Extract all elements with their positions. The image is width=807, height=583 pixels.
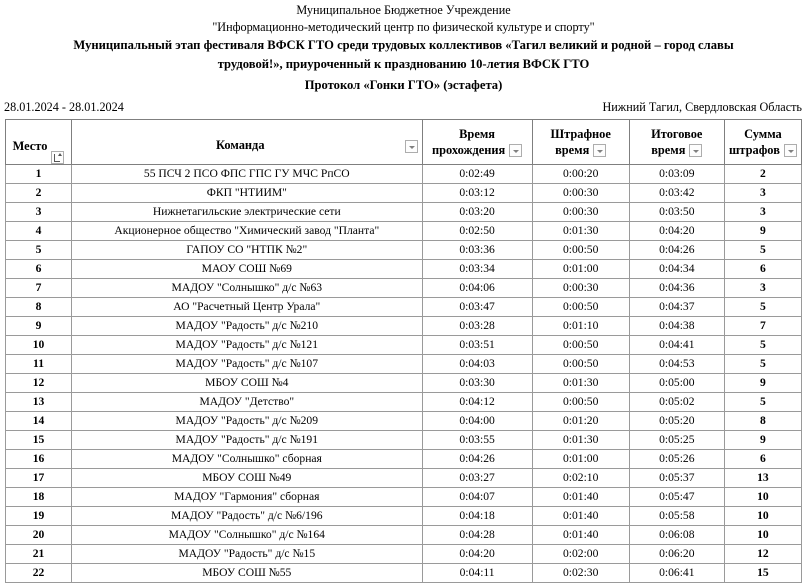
cell-team: МАДОУ "Радость" д/с №6/196: [72, 507, 422, 526]
table-row: [6, 450, 802, 469]
cell-time: 0:04:20: [422, 545, 532, 564]
cell-penalty: 0:00:20: [532, 165, 629, 184]
cell-penalty: 0:00:50: [532, 241, 629, 260]
cell-total: 0:05:47: [629, 488, 724, 507]
cell-place: 14: [6, 412, 72, 431]
cell-penalty: 0:02:10: [532, 469, 629, 488]
meta-row: [0, 95, 807, 119]
table-row: [6, 260, 802, 279]
cell-team: МАДОУ "Солнышко" сборная: [72, 450, 422, 469]
cell-time: 0:04:00: [422, 412, 532, 431]
cell-penalty: 0:00:50: [532, 393, 629, 412]
table-row: [6, 469, 802, 488]
table-row: [6, 545, 802, 564]
cell-team: МБОУ СОШ №49: [72, 469, 422, 488]
cell-time: 0:04:11: [422, 564, 532, 583]
cell-place: 20: [6, 526, 72, 545]
cell-time: 0:04:28: [422, 526, 532, 545]
cell-team: МБОУ СОШ №55: [72, 564, 422, 583]
column-header-team-label: Команда: [216, 138, 265, 152]
cell-sum: 3: [724, 203, 801, 222]
table-row: [6, 279, 802, 298]
column-header-place[interactable]: [6, 120, 72, 165]
cell-total: 0:04:38: [629, 317, 724, 336]
cell-place: 3: [6, 203, 72, 222]
cell-place: 1: [6, 165, 72, 184]
cell-place: 15: [6, 431, 72, 450]
cell-total: 0:04:53: [629, 355, 724, 374]
column-header-sum-line1: Сумма: [744, 127, 782, 141]
table-row: [6, 336, 802, 355]
cell-penalty: 0:01:00: [532, 450, 629, 469]
table-row: [6, 507, 802, 526]
cell-penalty: 0:00:50: [532, 355, 629, 374]
cell-time: 0:03:30: [422, 374, 532, 393]
cell-team: МАДОУ "Радость" д/с №191: [72, 431, 422, 450]
column-header-team[interactable]: [72, 120, 422, 165]
cell-total: 0:06:41: [629, 564, 724, 583]
cell-place: 2: [6, 184, 72, 203]
cell-total: 0:03:42: [629, 184, 724, 203]
cell-penalty: 0:00:50: [532, 298, 629, 317]
cell-team: Акционерное общество "Химический завод "Планта": [72, 222, 422, 241]
table-row: [6, 488, 802, 507]
date-range: 28.01.2024 - 28.01.2024: [4, 100, 124, 114]
event-title-line-1: Муниципальный этап фестиваля ВФСК ГТО среди трудовых коллективов «Тагил великий и родной – город славы: [73, 38, 734, 52]
table-row: [6, 564, 802, 583]
cell-sum: 5: [724, 393, 801, 412]
cell-time: 0:03:20: [422, 203, 532, 222]
cell-time: 0:04:07: [422, 488, 532, 507]
cell-place: 8: [6, 298, 72, 317]
cell-team: МАДОУ "Радость" д/с №15: [72, 545, 422, 564]
results-table-wrapper: [0, 119, 807, 583]
cell-sum: 5: [724, 355, 801, 374]
cell-total: 0:05:37: [629, 469, 724, 488]
cell-penalty: 0:01:20: [532, 412, 629, 431]
filter-dropdown-icon-penalty[interactable]: [593, 144, 606, 157]
cell-total: 0:06:20: [629, 545, 724, 564]
cell-team: ГАПОУ СО "НТПК №2": [72, 241, 422, 260]
cell-sum: 3: [724, 184, 801, 203]
sort-ascending-filter-icon[interactable]: [51, 151, 64, 164]
cell-penalty: 0:02:00: [532, 545, 629, 564]
filter-dropdown-icon-total[interactable]: [689, 144, 702, 157]
table-row: [6, 526, 802, 545]
cell-place: 13: [6, 393, 72, 412]
cell-penalty: 0:01:30: [532, 374, 629, 393]
cell-penalty: 0:02:30: [532, 564, 629, 583]
column-header-time-line2: прохождения: [431, 143, 506, 157]
cell-total: 0:04:41: [629, 336, 724, 355]
cell-time: 0:04:12: [422, 393, 532, 412]
table-body: [6, 165, 802, 583]
cell-team: МАДОУ "Радость" д/с №121: [72, 336, 422, 355]
cell-sum: 3: [724, 279, 801, 298]
table-header: [6, 120, 802, 165]
cell-sum: 5: [724, 336, 801, 355]
table-row: [6, 412, 802, 431]
table-row: [6, 431, 802, 450]
cell-team: 55 ПСЧ 2 ПСО ФПС ГПС ГУ МЧС РпСО: [72, 165, 422, 184]
cell-total: 0:05:25: [629, 431, 724, 450]
cell-penalty: 0:01:40: [532, 526, 629, 545]
table-row: [6, 184, 802, 203]
cell-total: 0:04:34: [629, 260, 724, 279]
column-header-time-line1: Время: [459, 127, 495, 141]
cell-sum: 10: [724, 507, 801, 526]
cell-total: 0:04:20: [629, 222, 724, 241]
location: Нижний Тагил, Свердловская Область: [602, 100, 802, 114]
table-row: [6, 317, 802, 336]
organization-line-2: "Информационно-методический центр по физической культуре и спорту": [212, 20, 595, 34]
cell-place: 17: [6, 469, 72, 488]
column-header-penalty[interactable]: [532, 120, 629, 165]
cell-sum: 13: [724, 469, 801, 488]
cell-sum: 8: [724, 412, 801, 431]
table-row: [6, 374, 802, 393]
table-row: [6, 203, 802, 222]
cell-place: 9: [6, 317, 72, 336]
cell-place: 4: [6, 222, 72, 241]
cell-place: 19: [6, 507, 72, 526]
cell-time: 0:04:18: [422, 507, 532, 526]
table-row: [6, 393, 802, 412]
cell-place: 22: [6, 564, 72, 583]
cell-penalty: 0:01:30: [532, 222, 629, 241]
cell-place: 11: [6, 355, 72, 374]
cell-time: 0:03:36: [422, 241, 532, 260]
cell-team: МАДОУ "Радость" д/с №210: [72, 317, 422, 336]
table-row: [6, 222, 802, 241]
event-title-line-2: трудовой!», приуроченный к празднованию 10-летия ВФСК ГТО: [217, 57, 590, 71]
cell-place: 6: [6, 260, 72, 279]
cell-time: 0:03:47: [422, 298, 532, 317]
cell-sum: 5: [724, 241, 801, 260]
table-row: [6, 355, 802, 374]
cell-place: 12: [6, 374, 72, 393]
cell-team: Нижнетагильские электрические сети: [72, 203, 422, 222]
cell-time: 0:03:12: [422, 184, 532, 203]
cell-sum: 15: [724, 564, 801, 583]
cell-team: МАДОУ "Детство": [72, 393, 422, 412]
table-row: [6, 241, 802, 260]
cell-time: 0:04:26: [422, 450, 532, 469]
cell-sum: 2: [724, 165, 801, 184]
column-header-penalty-line1: Штрафное: [550, 127, 611, 141]
cell-sum: 6: [724, 450, 801, 469]
filter-dropdown-icon-team[interactable]: [405, 140, 418, 153]
cell-place: 10: [6, 336, 72, 355]
organization-line-1: Муниципальное Бюджетное Учреждение: [296, 3, 511, 17]
document-heading: [0, 0, 807, 95]
cell-time: 0:03:51: [422, 336, 532, 355]
cell-penalty: 0:00:30: [532, 184, 629, 203]
cell-time: 0:02:50: [422, 222, 532, 241]
filter-dropdown-icon-sum[interactable]: [784, 144, 797, 157]
cell-penalty: 0:01:30: [532, 431, 629, 450]
cell-penalty: 0:00:30: [532, 203, 629, 222]
column-header-time[interactable]: [422, 120, 532, 165]
cell-sum: 9: [724, 222, 801, 241]
cell-total: 0:03:09: [629, 165, 724, 184]
cell-time: 0:03:34: [422, 260, 532, 279]
results-table: [5, 119, 802, 583]
cell-penalty: 0:00:30: [532, 279, 629, 298]
cell-team: МАДОУ "Солнышко" д/с №164: [72, 526, 422, 545]
cell-total: 0:05:00: [629, 374, 724, 393]
cell-total: 0:04:26: [629, 241, 724, 260]
cell-sum: 10: [724, 488, 801, 507]
cell-place: 18: [6, 488, 72, 507]
protocol-title: Протокол «Гонки ГТО» (эстафета): [304, 78, 503, 92]
cell-total: 0:04:37: [629, 298, 724, 317]
column-header-total-line2: время: [651, 143, 686, 157]
cell-time: 0:03:55: [422, 431, 532, 450]
cell-team: МБОУ СОШ №4: [72, 374, 422, 393]
cell-total: 0:05:26: [629, 450, 724, 469]
column-header-place-label: Место: [12, 139, 48, 153]
cell-total: 0:05:20: [629, 412, 724, 431]
cell-time: 0:04:03: [422, 355, 532, 374]
cell-penalty: 0:01:40: [532, 488, 629, 507]
cell-total: 0:06:08: [629, 526, 724, 545]
cell-sum: 10: [724, 526, 801, 545]
column-header-sum[interactable]: [724, 120, 801, 165]
cell-sum: 6: [724, 260, 801, 279]
column-header-total[interactable]: [629, 120, 724, 165]
column-header-penalty-line2: время: [555, 143, 590, 157]
cell-penalty: 0:00:50: [532, 336, 629, 355]
table-row: [6, 165, 802, 184]
cell-penalty: 0:01:00: [532, 260, 629, 279]
cell-place: 7: [6, 279, 72, 298]
cell-team: МАДОУ "Гармония" сборная: [72, 488, 422, 507]
cell-sum: 5: [724, 298, 801, 317]
cell-place: 21: [6, 545, 72, 564]
cell-team: АО "Расчетный Центр Урала": [72, 298, 422, 317]
cell-penalty: 0:01:40: [532, 507, 629, 526]
cell-time: 0:03:28: [422, 317, 532, 336]
cell-place: 5: [6, 241, 72, 260]
filter-dropdown-icon-time[interactable]: [509, 144, 522, 157]
cell-total: 0:04:36: [629, 279, 724, 298]
cell-total: 0:03:50: [629, 203, 724, 222]
column-header-total-line1: Итоговое: [651, 127, 703, 141]
cell-time: 0:04:06: [422, 279, 532, 298]
column-header-sum-line2: штрафов: [728, 143, 780, 157]
cell-team: МАДОУ "Радость" д/с №107: [72, 355, 422, 374]
cell-sum: 7: [724, 317, 801, 336]
cell-team: ФКП "НТИИМ": [72, 184, 422, 203]
cell-team: МАДОУ "Радость" д/с №209: [72, 412, 422, 431]
cell-sum: 12: [724, 545, 801, 564]
cell-total: 0:05:58: [629, 507, 724, 526]
cell-team: МАДОУ "Солнышко" д/с №63: [72, 279, 422, 298]
table-row: [6, 298, 802, 317]
cell-total: 0:05:02: [629, 393, 724, 412]
cell-time: 0:02:49: [422, 165, 532, 184]
cell-team: МАОУ СОШ №69: [72, 260, 422, 279]
table-header-row: [6, 120, 802, 165]
cell-place: 16: [6, 450, 72, 469]
cell-sum: 9: [724, 374, 801, 393]
cell-penalty: 0:01:10: [532, 317, 629, 336]
cell-time: 0:03:27: [422, 469, 532, 488]
cell-sum: 9: [724, 431, 801, 450]
